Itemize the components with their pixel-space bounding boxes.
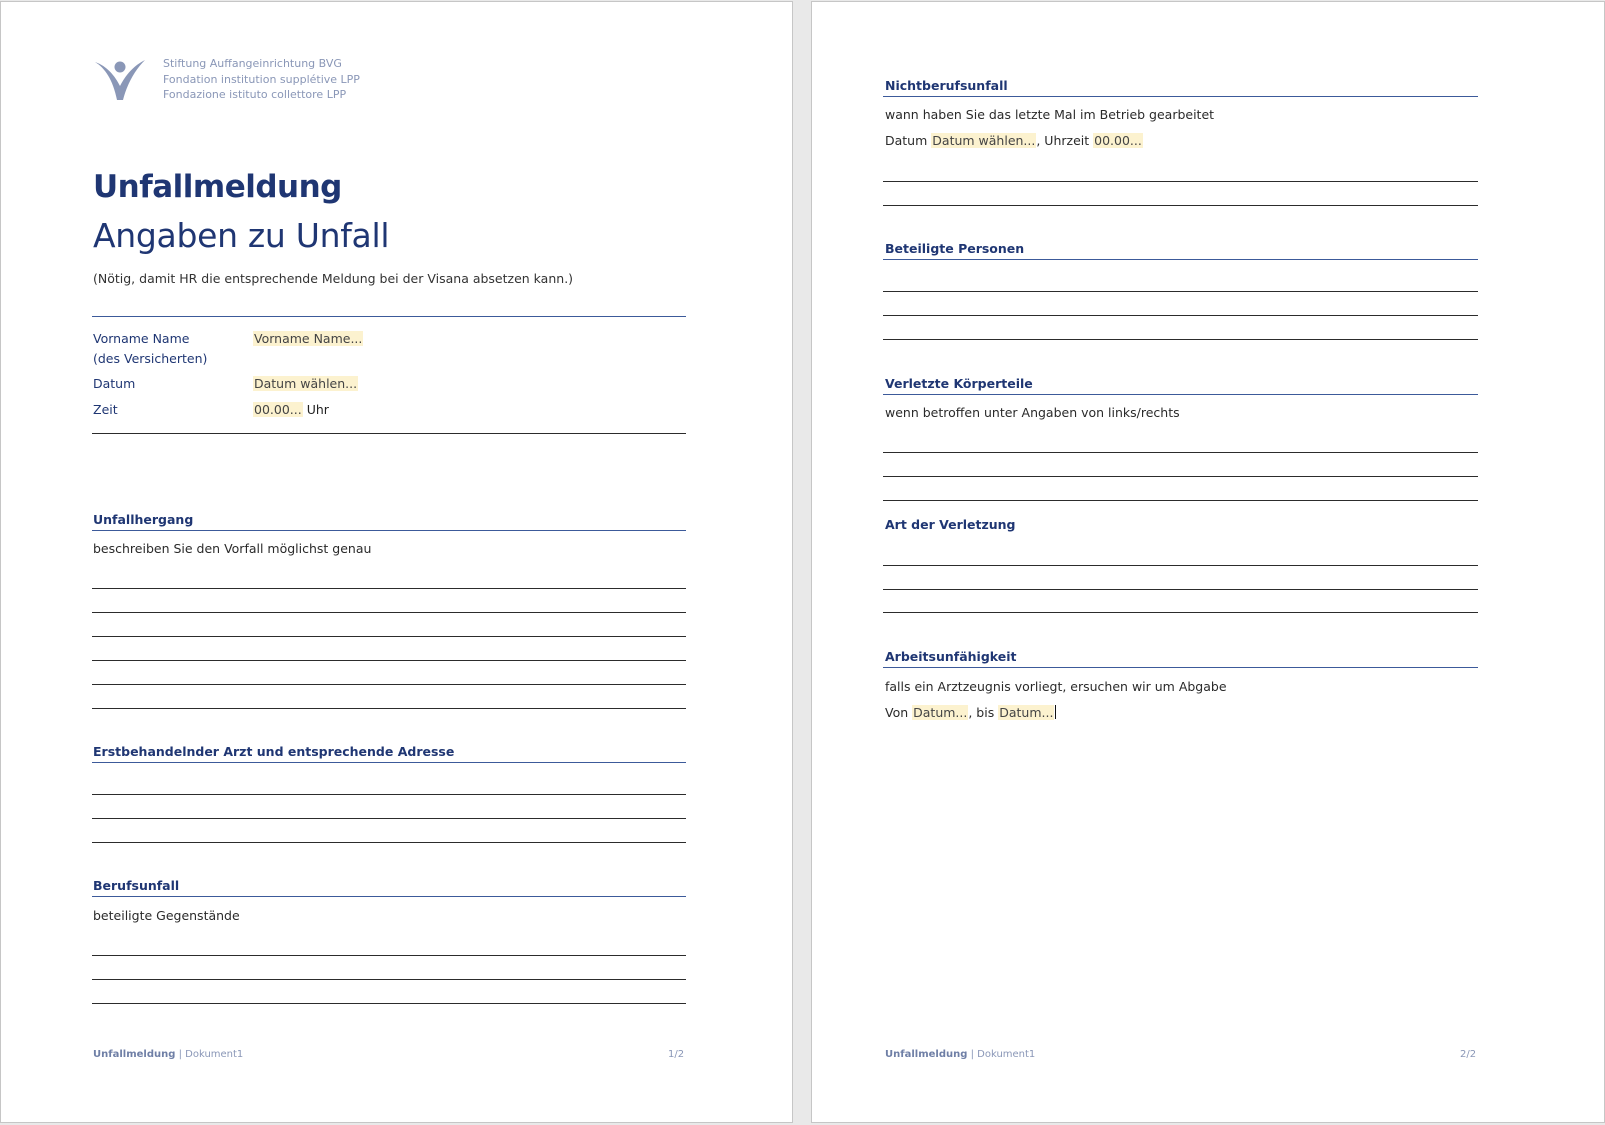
writing-line[interactable] [92,660,686,661]
text-cursor [1055,705,1056,719]
section-underline [883,667,1478,668]
writing-line[interactable] [883,612,1478,613]
name-label-main: Vorname Name [93,331,190,346]
section-heading-berufsunfall: Berufsunfall [93,878,180,893]
writing-line[interactable] [92,794,686,795]
foundation-logo-icon [93,58,147,102]
writing-line[interactable] [92,684,686,685]
writing-line[interactable] [92,842,686,843]
incapacity-period-row [885,705,1056,720]
logo-line-it: Fondazione istituto collettore LPP [163,88,347,101]
writing-line[interactable] [92,708,686,709]
document-note: (Nötig, damit HR die entsprechende Meldung bei der Visana absetzen kann.) [93,271,574,286]
section-heading-verletzte: Verletzte Körperteile [885,376,1033,391]
writing-line[interactable] [92,636,686,637]
section-underline [92,762,686,763]
section-hint-verletzte: wenn betroffen unter Angaben von links/rechts [885,405,1180,420]
section-heading-nichtberufsunfall: Nichtberufsunfall [885,78,1008,93]
incapacity-from-field[interactable]: Datum... [913,705,968,720]
footer-doc-title: Unfallmeldung [885,1049,968,1060]
section-underline [92,896,686,897]
name-placeholder[interactable]: Vorname Name... [254,331,363,346]
writing-line[interactable] [883,452,1478,453]
logo-line-de: Stiftung Auffangeinrichtung BVG [163,57,342,70]
logo-text [163,56,360,103]
logo-line-fr: Fondation institution supplétive LPP [163,72,360,86]
writing-line[interactable] [92,612,686,613]
page-footer-left [93,1049,243,1060]
section-hint-nichtberufsunfall: wann haben Sie das letzte Mal im Betrieb gearbeitet [885,107,1215,122]
from-prefix: Von [885,705,909,720]
time-field[interactable] [253,402,329,417]
section-heading-beteiligte: Beteiligte Personen [885,241,1025,256]
page-footer-left [885,1049,1035,1060]
writing-line[interactable] [883,339,1478,340]
date-placeholder[interactable]: Datum wählen... [254,376,358,391]
writing-line[interactable] [883,500,1478,501]
section-underline [883,96,1478,97]
name-field[interactable] [253,331,363,346]
footer-doc-title: Unfallmeldung [93,1049,176,1060]
writing-line[interactable] [883,291,1478,292]
to-prefix: , bis [968,705,995,720]
document-subtitle: Angaben zu Unfall [93,216,390,255]
page-number: 1/2 [668,1049,685,1060]
section-heading-arbeitsunfaehigkeit: Arbeitsunfähigkeit [885,649,1017,664]
footer-doc-name: Dokument1 [977,1049,1036,1060]
writing-line[interactable] [92,955,686,956]
last-workday-date-field[interactable]: Datum wählen... [932,133,1036,148]
time-placeholder[interactable]: 00.00... [254,402,302,417]
last-workday-row [885,133,1143,148]
writing-line[interactable] [883,565,1478,566]
fields-divider [92,433,686,434]
writing-line[interactable] [883,476,1478,477]
time-prefix: , Uhrzeit [1036,133,1090,148]
writing-line[interactable] [92,588,686,589]
section-underline [883,394,1478,395]
last-workday-time-field[interactable]: 00.00... [1094,133,1142,148]
date-prefix: Datum [885,133,928,148]
incapacity-to-field[interactable]: Datum... [999,705,1054,720]
section-underline [92,530,686,531]
time-unit: Uhr [306,402,329,417]
section-underline [883,259,1478,260]
writing-line[interactable] [883,205,1478,206]
section-hint-berufsunfall: beteiligte Gegenstände [93,908,240,923]
section-hint-arbeitsunfaehigkeit: falls ein Arztzeugnis vorliegt, ersuchen wir um Abgabe [885,679,1227,694]
writing-line[interactable] [92,979,686,980]
footer-separator: | [970,1049,974,1060]
section-hint-unfallhergang: beschreiben Sie den Vorfall möglichst genau [93,541,372,556]
writing-line[interactable] [883,181,1478,182]
section-heading-art: Art der Verletzung [885,517,1016,532]
document-title: Unfallmeldung [93,169,342,205]
section-heading-unfallhergang: Unfallhergang [93,512,194,527]
name-label [93,329,207,369]
time-label: Zeit [93,402,118,417]
name-label-sub: (des Versicherten) [93,351,208,366]
header-divider [92,316,686,317]
date-field[interactable] [253,376,358,391]
writing-line[interactable] [883,315,1478,316]
writing-line[interactable] [92,818,686,819]
writing-line[interactable] [92,1003,686,1004]
document-page-1 [0,1,793,1123]
page-number: 2/2 [1460,1049,1477,1060]
document-page-2 [811,1,1605,1123]
date-label: Datum [93,376,136,391]
footer-doc-name: Dokument1 [185,1049,244,1060]
footer-separator: | [178,1049,182,1060]
section-heading-arzt: Erstbehandelnder Arzt und entsprechende Adresse [93,744,455,759]
writing-line[interactable] [883,589,1478,590]
